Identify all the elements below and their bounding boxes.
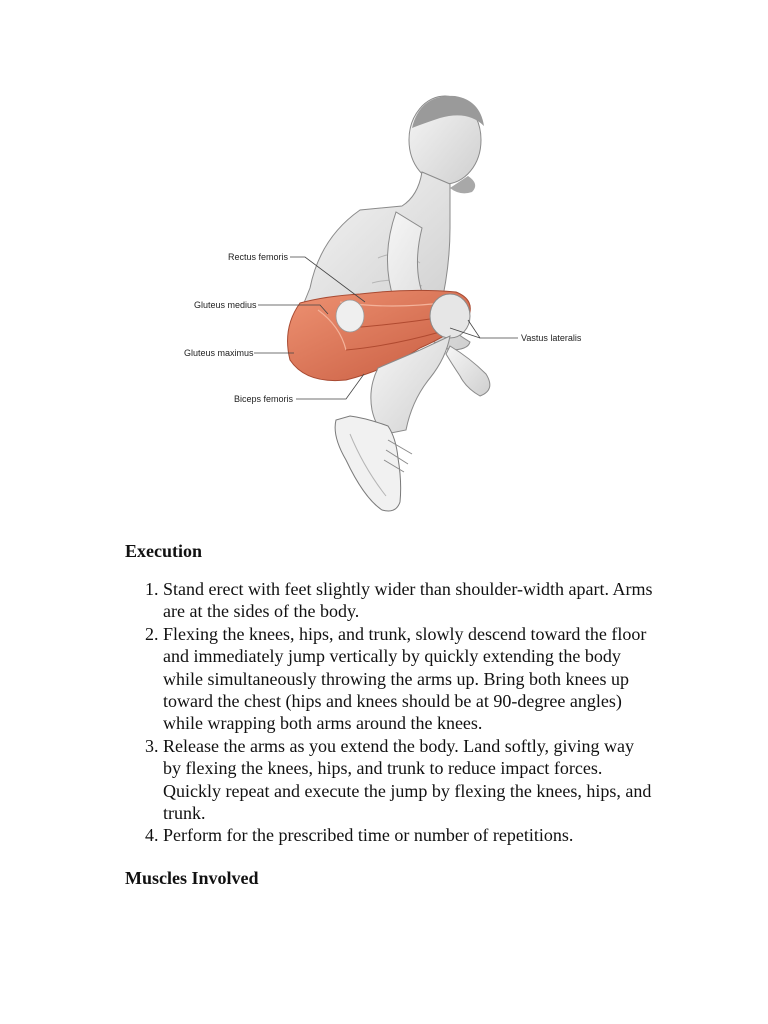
instructions-section xyxy=(125,540,655,889)
label-gluteus-maximus: Gluteus maximus xyxy=(184,348,254,358)
label-rectus-femoris: Rectus femoris xyxy=(228,252,289,262)
execution-step-3: 3. Release the arms as you extend the body. Land softly, giving way by flexing the knees, hips, and trunk to reduce impact forces. Quickly repeat and execute the jump by flexing the knees, hips, and trunk. xyxy=(163,735,655,825)
execution-step-1: 1. Stand erect with feet slightly wider than shoulder-width apart. Arms are at the sides of the body. xyxy=(163,578,655,623)
label-vastus-lateralis: Vastus lateralis xyxy=(521,333,582,343)
muscles-involved-heading: Muscles Involved xyxy=(125,867,259,888)
execution-step-4: 4. Perform for the prescribed time or number of repetitions. xyxy=(163,824,655,846)
label-gluteus-medius: Gluteus medius xyxy=(194,300,257,310)
label-biceps-femoris: Biceps femoris xyxy=(234,394,294,404)
execution-step-2: 2. Flexing the knees, hips, and trunk, slowly descend toward the floor and immediately jump vertically by quickly extending the body while simultaneously throwing the arms up. Bring both knees up toward the chest (hips and knees should be at 90-degree angles) while wrapping both arms around the knees. xyxy=(163,623,655,735)
anatomy-figure-svg xyxy=(150,88,620,520)
figure-thigh-muscles xyxy=(288,290,471,380)
execution-heading: Execution xyxy=(125,541,203,561)
execution-steps-list xyxy=(125,578,655,847)
tuck-jump-illustration xyxy=(150,88,620,520)
